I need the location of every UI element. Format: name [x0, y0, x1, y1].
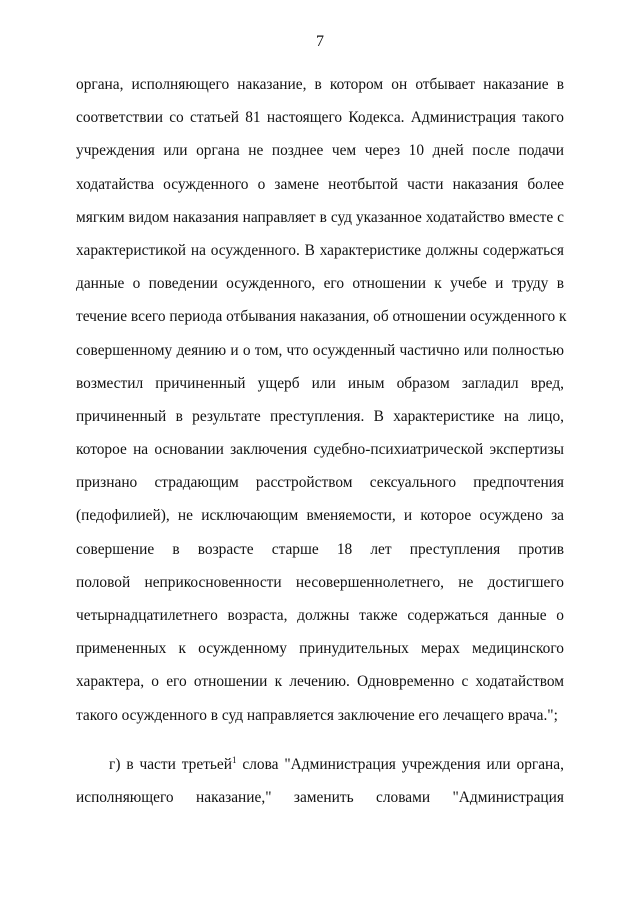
text-line: такого осужденного в суд направляется заключение его лечащего врача.";	[76, 706, 558, 724]
text-line: признано страдающим расстройством сексуального предпочтения	[76, 474, 564, 492]
text-line: совершенному деянию и о том, что осужденный частично или полностью	[76, 341, 564, 359]
text-line: причиненный в результате преступления. В характеристике на лицо,	[76, 407, 564, 425]
text-line: которое на основании заключения судебно-психиатрической экспертизы	[76, 441, 564, 459]
text-line: (педофилией), не исключающим вменяемости, и которое осуждено за	[76, 507, 564, 525]
text-line: примененных к осужденному принудительных мерах медицинского	[76, 640, 564, 658]
paragraph-amendment-g	[76, 748, 564, 814]
text-line: характера, о его отношении к лечению. Одновременно с ходатайством	[76, 673, 564, 691]
footnote-marker: 1	[232, 754, 237, 765]
text-line: совершение в возрасте старше 18 лет преступления против	[76, 540, 564, 558]
text-line: мягким видом наказания направляет в суд указанное ходатайство вместе с	[76, 208, 564, 226]
amendment-text-start: г) в части третьей	[109, 755, 232, 773]
document-body	[76, 68, 567, 814]
text-line: исполняющего наказание," заменить словами "Администрация	[76, 788, 564, 806]
text-line	[76, 748, 564, 781]
text-line: учреждения или органа не позднее чем через 10 дней после подачи	[76, 142, 564, 160]
text-line: ходатайства осужденного о замене неотбытой части наказания более	[76, 175, 564, 193]
paragraph-characteristics	[76, 68, 567, 732]
text-line: половой неприкосновенности несовершеннолетнего, не достигшего	[76, 573, 564, 591]
text-line: характеристикой на осужденного. В характеристике должны содержаться	[76, 241, 564, 259]
text-line: органа, исполняющего наказание, в котором он отбывает наказание в	[76, 76, 564, 93]
text-line: возместил причиненный ущерб или иным образом загладил вред,	[76, 374, 564, 392]
text-line: соответствии со статьей 81 настоящего Кодекса. Администрация такого	[76, 109, 564, 127]
text-line: течение всего периода отбывания наказания, об отношении осужденного к	[76, 308, 567, 326]
text-line: данные о поведении осужденного, его отношении к учебе и труду в	[76, 275, 564, 293]
paragraph-gap	[76, 732, 564, 748]
amendment-text-end: слова "Администрация учреждения или органа,	[236, 755, 564, 773]
text-line: четырнадцатилетнего возраста, должны также содержаться данные о	[76, 607, 564, 624]
page-number: 7	[316, 33, 324, 50]
